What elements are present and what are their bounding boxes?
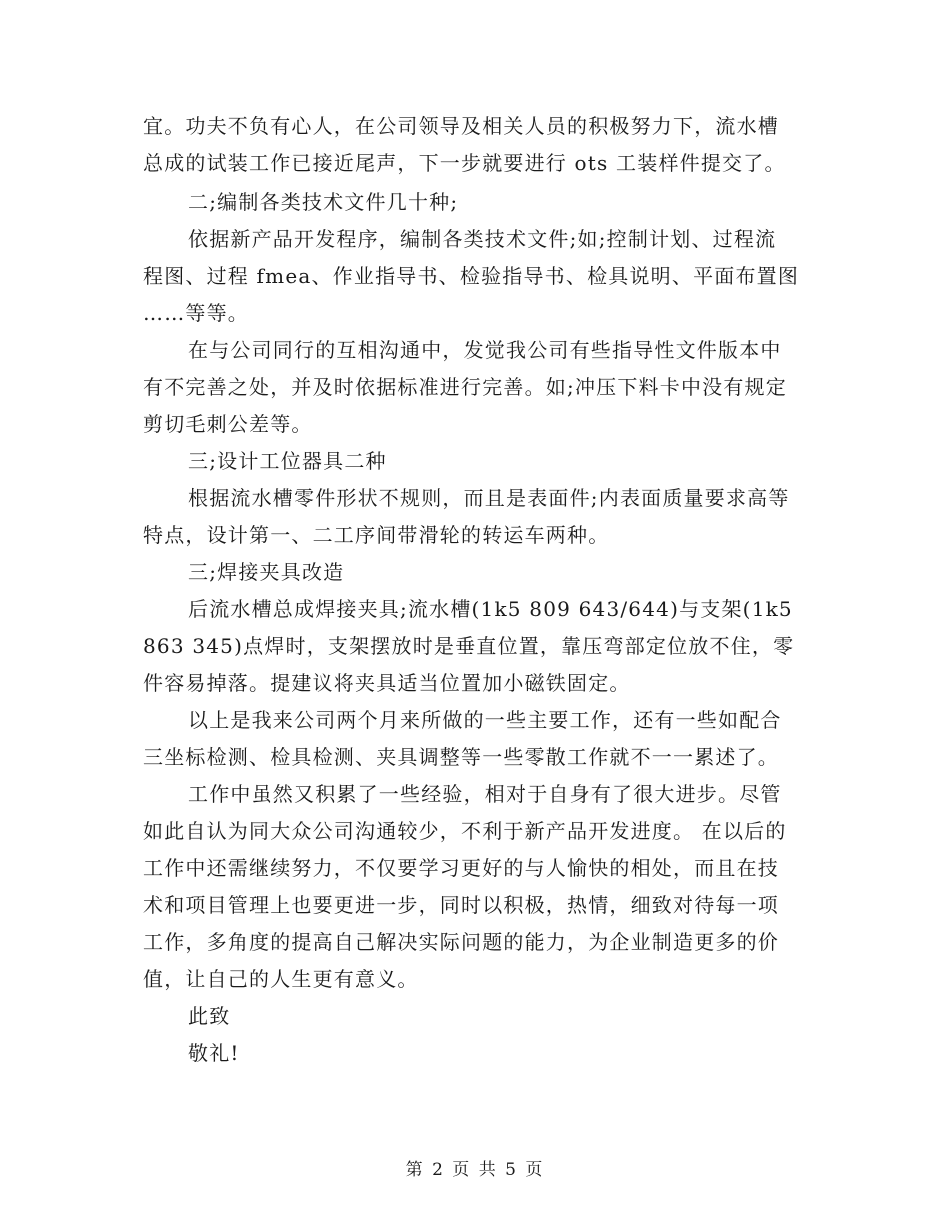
text-line: 工作，多角度的提高自己解决实际问题的能力，为企业制造更多的价	[143, 930, 779, 954]
text-line: 如此自认为同大众公司沟通较少，不利于新产品开发进度。 在以后的	[143, 819, 787, 843]
text-line: 特点，设计第一、二工序间带滑轮的转运车两种。	[143, 523, 610, 547]
text-line: 三坐标检测、检具检测、夹具调整等一些零散工作就不一一累述了。	[143, 745, 779, 769]
text-line: 程图、过程 fmea、作业指导书、检验指导书、检具说明、平面布置图	[143, 264, 800, 288]
text-line: 以上是我来公司两个月来所做的一些主要工作，还有一些如配合	[188, 708, 782, 732]
text-line: 件容易掉落。提建议将夹具适当位置加小磁铁固定。	[143, 671, 631, 695]
text-line: 根据流水槽零件形状不规则，而且是表面件;内表面质量要求高等	[188, 486, 790, 510]
section-heading: 三;焊接夹具改造	[188, 560, 345, 584]
text-line: 总成的试装工作已接近尾声，下一步就要进行 ots 工装样件提交了。	[143, 151, 786, 175]
text-line: 剪切毛刺公差等。	[143, 412, 313, 436]
section-heading: 三;设计工位器具二种	[188, 449, 387, 473]
closing-salutation: 此致	[188, 1004, 231, 1028]
text-line: 863 345)点焊时，支架摆放时是垂直位置，靠压弯部定位放不住，零	[143, 634, 795, 658]
text-line: 术和项目管理上也要更进一步，同时以积极，热情，细致对待每一项	[143, 893, 779, 917]
text-line: ……等等。	[143, 301, 249, 325]
text-line: 在与公司同行的互相沟通中，发觉我公司有些指导性文件版本中	[188, 338, 782, 362]
text-line: 宜。功夫不负有心人，在公司领导及相关人员的积极努力下，流水槽	[143, 114, 779, 138]
text-line: 工作中还需继续努力，不仅要学习更好的与人愉快的相处，而且在技	[143, 856, 779, 880]
page-footer: 第 2 页 共 5 页	[405, 1160, 545, 1180]
text-line: 工作中虽然又积累了一些经验，相对于自身有了很大进步。尽管	[188, 782, 782, 806]
section-heading: 二;编制各类技术文件几十种;	[188, 190, 459, 214]
text-line: 值，让自己的人生更有意义。	[143, 967, 419, 991]
text-line: 有不完善之处，并及时依据标准进行完善。如;冲压下料卡中没有规定	[143, 375, 787, 399]
text-line: 依据新产品开发程序，编制各类技术文件;如;控制计划、过程流	[188, 227, 777, 251]
closing-regards: 敬礼!	[188, 1041, 240, 1065]
text-line: 后流水槽总成焊接夹具;流水槽(1k5 809 643/644)与支架(1k5	[188, 597, 793, 621]
